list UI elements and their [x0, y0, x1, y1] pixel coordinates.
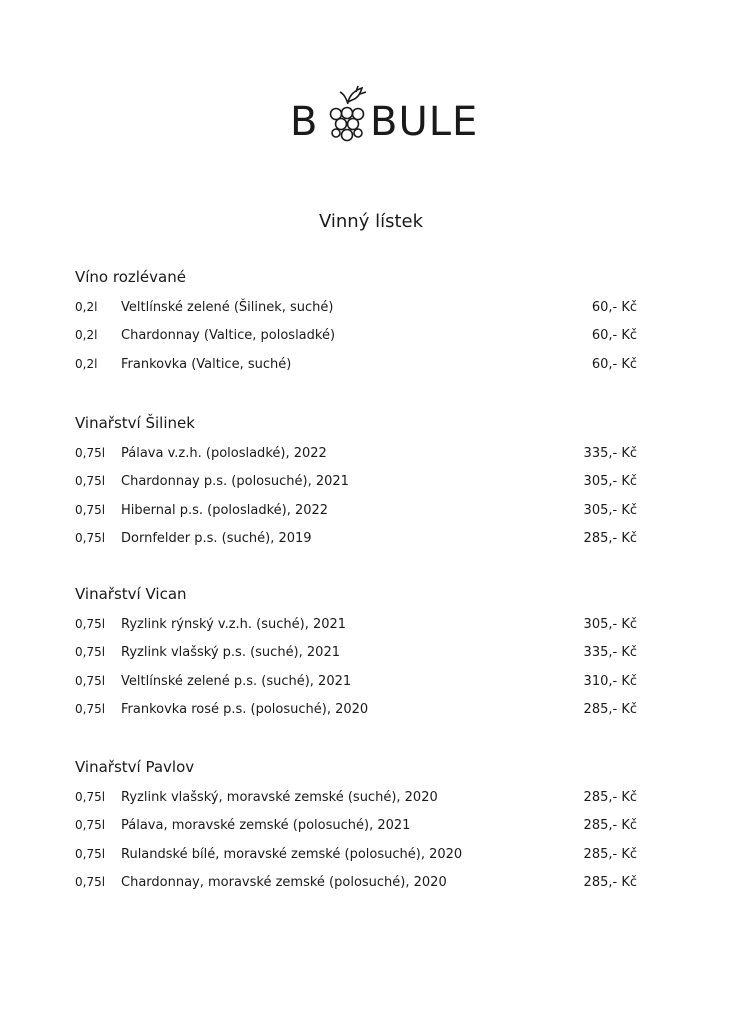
item-name: Pálava, moravské zemské (polosuché), 2021: [121, 818, 411, 833]
grape-icon: [322, 84, 372, 156]
menu-item: [75, 645, 637, 665]
item-volume: 0,75l: [75, 702, 106, 716]
item-price: 285,- Kč: [583, 875, 637, 890]
item-volume: 0,2l: [75, 328, 98, 342]
menu-item: [75, 503, 637, 523]
menu-item: [75, 818, 637, 838]
menu-item: [75, 531, 637, 551]
section-title: Víno rozlévané: [75, 268, 186, 286]
item-volume: 0,75l: [75, 531, 106, 545]
logo: [288, 84, 494, 156]
item-price: 285,- Kč: [583, 818, 637, 833]
item-price: 335,- Kč: [583, 645, 637, 660]
item-volume: 0,75l: [75, 474, 106, 488]
page-title: Vinný lístek: [318, 211, 424, 232]
item-name: Chardonnay (Valtice, polosladké): [121, 328, 336, 343]
menu-item: [75, 702, 637, 722]
menu-item: [75, 617, 637, 637]
item-price: 285,- Kč: [583, 702, 637, 717]
item-volume: 0,75l: [75, 503, 106, 517]
item-volume: 0,75l: [75, 875, 106, 889]
item-price: 305,- Kč: [583, 474, 637, 489]
menu-item: [75, 474, 637, 494]
item-name: Rulandské bílé, moravské zemské (polosuché), 2020: [121, 847, 463, 862]
item-volume: 0,75l: [75, 790, 106, 804]
item-name: Chardonnay p.s. (polosuché), 2021: [121, 474, 349, 489]
menu-item: [75, 357, 637, 377]
section-title: Vinařství Pavlov: [75, 758, 195, 776]
item-volume: 0,75l: [75, 818, 106, 832]
section-title: Vinařství Šilinek: [75, 414, 195, 432]
menu-item: [75, 875, 637, 895]
item-volume: 0,75l: [75, 617, 106, 631]
item-name: Veltlínské zelené p.s. (suché), 2021: [121, 674, 352, 689]
item-name: Frankovka rosé p.s. (polosuché), 2020: [121, 702, 369, 717]
item-price: 285,- Kč: [583, 790, 637, 805]
item-name: Dornfelder p.s. (suché), 2019: [121, 531, 312, 546]
item-price: 285,- Kč: [583, 531, 637, 546]
item-price: 60,- Kč: [591, 357, 637, 372]
item-price: 305,- Kč: [583, 503, 637, 518]
section-title: Vinařství Vican: [75, 585, 187, 603]
item-name: Chardonnay, moravské zemské (polosuché), 2020: [121, 875, 447, 890]
item-volume: 0,2l: [75, 357, 98, 371]
item-name: Frankovka (Valtice, suché): [121, 357, 292, 372]
item-volume: 0,75l: [75, 645, 106, 659]
item-name: Hibernal p.s. (polosladké), 2022: [121, 503, 329, 518]
item-volume: 0,75l: [75, 847, 106, 861]
menu-item: [75, 674, 637, 694]
item-volume: 0,75l: [75, 674, 106, 688]
item-name: Pálava v.z.h. (polosladké), 2022: [121, 446, 327, 461]
item-price: 285,- Kč: [583, 847, 637, 862]
logo-letter-b: B: [290, 99, 319, 145]
menu-item: [75, 446, 637, 466]
item-volume: 0,2l: [75, 300, 98, 314]
menu-item: [75, 328, 637, 348]
item-price: 60,- Kč: [591, 328, 637, 343]
item-name: Veltlínské zelené (Šilinek, suché): [121, 300, 334, 315]
menu-item: [75, 847, 637, 867]
item-volume: 0,75l: [75, 446, 106, 460]
item-name: Ryzlink rýnský v.z.h. (suché), 2021: [121, 617, 347, 632]
logo-wordmark: BULE: [370, 99, 479, 145]
item-price: 335,- Kč: [583, 446, 637, 461]
menu-item: [75, 300, 637, 320]
item-price: 305,- Kč: [583, 617, 637, 632]
item-name: Ryzlink vlašský p.s. (suché), 2021: [121, 645, 340, 660]
menu-item: [75, 790, 637, 810]
item-name: Ryzlink vlašský, moravské zemské (suché), 2020: [121, 790, 438, 805]
item-price: 60,- Kč: [591, 300, 637, 315]
item-price: 310,- Kč: [583, 674, 637, 689]
